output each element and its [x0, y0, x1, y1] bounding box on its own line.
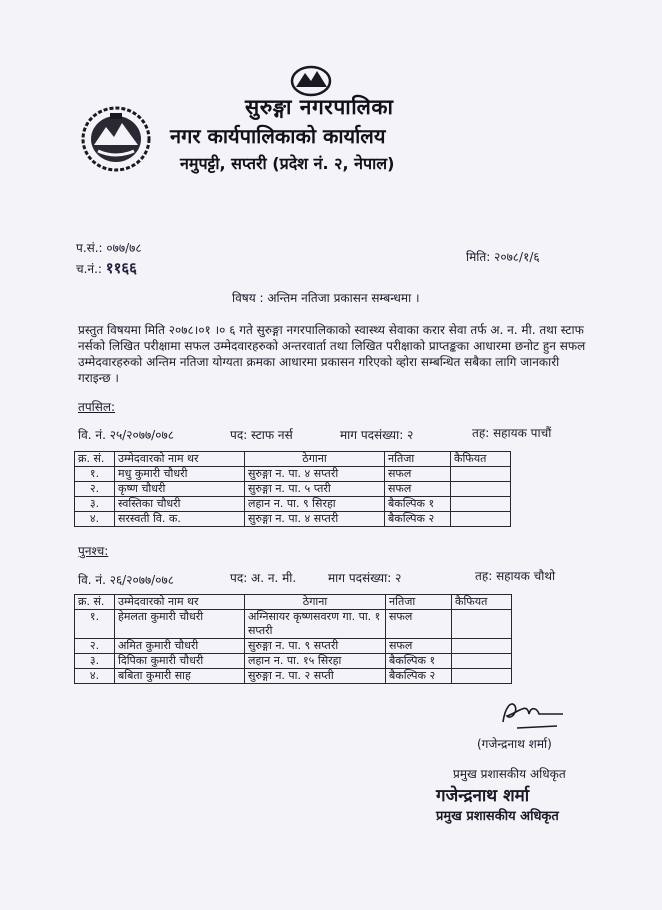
- cell-address: सुरुङ्गा न. पा. २ सप्ती: [245, 669, 386, 684]
- col-header-result: नतिजा: [385, 452, 451, 467]
- cell-address: लहान न. पा. ९ सिरहा: [245, 497, 385, 512]
- municipality-emblem-icon: [80, 105, 152, 173]
- cell-name: हेमलता कुमारी चौधरी: [115, 610, 245, 639]
- cell-result: सफल: [386, 639, 452, 654]
- cell-remarks: [452, 669, 512, 684]
- dispatch-number-value: ११६६: [105, 259, 137, 277]
- letterhead-office: नगर कार्यपालिकाको कार्यालय: [170, 124, 386, 148]
- table-header-row: [75, 595, 512, 610]
- cell-name: बबिता कुमारी साह: [115, 669, 245, 684]
- cell-result: सफल: [386, 610, 452, 639]
- cell-remarks: [451, 512, 511, 527]
- cell-address: लहान न. पा. १५ सिरहा: [245, 654, 386, 669]
- table-header-row: [75, 452, 511, 467]
- cell-sn: ४.: [75, 669, 115, 684]
- handwritten-signature: [497, 692, 567, 732]
- table-row: [75, 610, 512, 639]
- col-header-name: उम्मेदवारको नाम थर: [115, 452, 245, 467]
- section2-post: पद: अ. न. मी.: [230, 571, 297, 585]
- cell-remarks: [451, 467, 511, 482]
- table-row: [75, 512, 511, 527]
- section2-vi-no: वि. नं. २६/२०७७/०७८: [78, 573, 174, 587]
- cell-remarks: [451, 497, 511, 512]
- table-row: [75, 639, 512, 654]
- cell-result: बैकल्पिक २: [385, 512, 451, 527]
- col-header-remarks: कैफियत: [452, 595, 512, 610]
- cell-address: सुरुङ्गा न. पा. ९ सप्तरी: [245, 639, 386, 654]
- results-table-anm: [74, 594, 512, 684]
- cell-address: सुरुङ्गा न. पा. ४ सप्तरी: [245, 467, 385, 482]
- col-header-address: ठेगाना: [245, 595, 386, 610]
- table-row: [75, 467, 511, 482]
- cell-result: सफल: [385, 467, 451, 482]
- cell-result: सफल: [385, 482, 451, 497]
- cell-sn: १.: [75, 467, 115, 482]
- cell-name: दिपिका कुमारी चौधरी: [115, 654, 245, 669]
- letterhead-municipality: सुरुङ्गा नगरपालिका: [245, 95, 394, 119]
- section1-level: तह: सहायक पाचौं: [472, 426, 552, 440]
- national-crest-icon: [290, 63, 332, 97]
- table-row: [75, 654, 512, 669]
- cell-name: स्वस्तिका चौधरी: [115, 497, 245, 512]
- cell-name: कृष्ण चौधरी: [115, 482, 245, 497]
- cell-name: मधु कुमारी चौधरी: [115, 467, 245, 482]
- section1-vi-no: वि. नं. २५/२०७७/०७८: [78, 428, 174, 442]
- cell-result: बैकल्पिक २: [386, 669, 452, 684]
- col-header-name: उम्मेदवारको नाम थर: [115, 595, 245, 610]
- cell-name: अमित कुमारी चौधरी: [115, 639, 245, 654]
- signatory-name: (गजेन्द्रनाथ शर्मा): [477, 737, 552, 751]
- table-row: [75, 669, 512, 684]
- cell-sn: २.: [75, 482, 115, 497]
- results-table-staff-nurse: [74, 451, 511, 527]
- dispatch-number: [76, 258, 137, 278]
- section1-post: पद: स्टाफ नर्स: [230, 428, 293, 442]
- col-header-sn: क्र. सं.: [75, 452, 115, 467]
- cell-address: अग्निसायर कृष्णसवरण गा. पा. १ सप्तरी: [245, 610, 386, 639]
- cell-sn: २.: [75, 639, 115, 654]
- section2-label: पुनश्च:: [78, 544, 109, 558]
- table-row: [75, 482, 511, 497]
- section1-label: तपसिल:: [78, 400, 116, 414]
- section1-demand: माग पदसंख्या: २: [340, 428, 414, 442]
- stamp-name: गजेन्द्रनाथ शर्मा: [436, 786, 530, 806]
- stamp-title: प्रमुख प्रशासकीय अधिकृत: [436, 809, 559, 824]
- signatory-title: प्रमुख प्रशासकीय अधिकृत: [453, 767, 566, 781]
- col-header-result: नतिजा: [386, 595, 452, 610]
- cell-name: सरस्वती वि. क.: [115, 512, 245, 527]
- cell-address: सुरुङ्गा न. पा. ५ प्तरी: [245, 482, 385, 497]
- cell-address: सुरुङ्गा न. पा. ४ सप्तरी: [245, 512, 385, 527]
- cell-remarks: [452, 610, 512, 639]
- cell-sn: ३.: [75, 497, 115, 512]
- col-header-address: ठेगाना: [245, 452, 385, 467]
- subject-line: विषय : अन्तिम नतिजा प्रकासन सम्बन्धमा ।: [232, 291, 420, 305]
- section2-level: तह: सहायक चौथो: [475, 569, 556, 583]
- letter-number: प.सं.: ०७७/७८: [76, 241, 142, 255]
- cell-result: बैकल्पिक १: [386, 654, 452, 669]
- section2-demand: माग पदसंख्या: २: [328, 571, 402, 585]
- table-row: [75, 497, 511, 512]
- cell-sn: ४.: [75, 512, 115, 527]
- cell-remarks: [452, 654, 512, 669]
- col-header-sn: क्र. सं.: [75, 595, 115, 610]
- body-paragraph: प्रस्तुत विषयमा मिति २०७८।०१ ।० ६ गते सुरुङ्गा नगरपालिकाको स्वास्थ्य सेवाका करार सेवा तर्फ अ. न. मी. तथा स्टाफ नर्सको लिखित परीक्षामा सफल उम्मेदवारहरुको अन्तरवार्ता तथा लिखित परीक्षाको प्राप्तङ्कका आधारमा छनोट हुन सफल उम्मेदवारहरुको अन्तिम नतिजा योग्यता क्रमका आधारमा प्रकासन गरिएको व्हाेरा सम्बन्धित सबैका लागि जानकारी गराइन्छ ।: [78, 323, 586, 385]
- col-header-remarks: कैफियत: [451, 452, 511, 467]
- dispatch-number-label: च.नं.:: [76, 262, 102, 276]
- cell-sn: ३.: [75, 654, 115, 669]
- cell-sn: १.: [75, 610, 115, 639]
- letter-date: मिति: २०७८/१/६: [466, 250, 540, 264]
- letterhead-address: नमुपट्टी, सप्तरी (प्रदेश नं. २, नेपाल): [180, 154, 395, 173]
- cell-remarks: [452, 639, 512, 654]
- cell-result: बैकल्पिक १: [385, 497, 451, 512]
- cell-remarks: [451, 482, 511, 497]
